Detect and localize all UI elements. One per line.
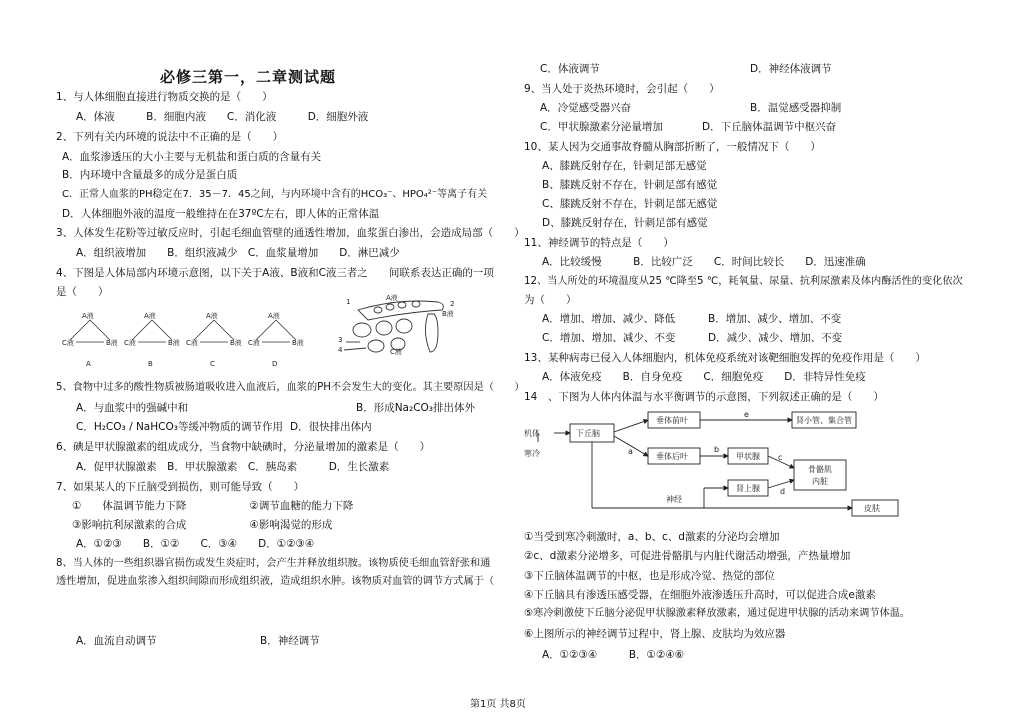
svg-text:垂体前叶: 垂体前叶 — [656, 416, 688, 425]
q12-option-b: B．增加、减少、增加、不变 — [708, 313, 842, 325]
q8-option-a: A．血流自动调节 — [76, 635, 157, 647]
svg-text:D: D — [272, 360, 278, 368]
q14-options: A．①②③④ B．①②④⑥ — [542, 649, 685, 661]
svg-text:B液: B液 — [106, 339, 118, 347]
q10-option-d: D、膝跳反射存在，针刺足部有感觉 — [542, 217, 708, 229]
svg-text:B液: B液 — [230, 339, 242, 347]
question-12: 12、当人所处的环境温度从25 ℃降至5 ℃，耗氧量、尿量、抗利尿激素及体内酶活性的变化依次 — [524, 276, 963, 287]
svg-text:C液: C液 — [390, 348, 402, 356]
question-11: 11、神经调节的特点是（ ） — [524, 237, 674, 249]
q10-option-c: C、膝跳反射不存在，针刺足部无感觉 — [542, 198, 718, 210]
q8-option-d: D．神经体液调节 — [750, 63, 832, 75]
q7-options: A．①②③ B．①② C．③④ D．①②③④ — [76, 538, 315, 550]
q3-options: A．组织液增加 B．组织液减少 C．血浆量增加 D．淋巴减少 — [76, 247, 400, 259]
q12-option-c: C．增加、增加、减少、不变 — [542, 332, 676, 344]
question-4: 4、下图是人体局部内环境示意图，以下关于A液、B液和C液三者之 间联系表达正确的一项 — [56, 267, 494, 279]
svg-text:A液: A液 — [206, 312, 218, 320]
svg-text:肾小管、集合管: 肾小管、集合管 — [796, 416, 852, 425]
q8-option-c: C．体液调节 — [540, 63, 600, 75]
svg-text:C液: C液 — [62, 339, 74, 347]
svg-text:B: B — [148, 360, 153, 368]
svg-text:1: 1 — [346, 298, 351, 306]
svg-text:A液: A液 — [386, 294, 398, 302]
question-6: 6、碘是甲状腺激素的组成成分，当食物中缺碘时，分泌量增加的激素是（ ） — [56, 441, 431, 453]
svg-text:C: C — [210, 360, 215, 368]
svg-text:e: e — [744, 410, 749, 419]
svg-text:皮肤: 皮肤 — [864, 504, 880, 513]
q12-option-a: A．增加、增加、减少、降低 — [542, 313, 676, 325]
svg-text:A液: A液 — [144, 312, 156, 320]
q2-option-b: B．内环境中含量最多的成分是蛋白质 — [62, 169, 238, 181]
svg-text:c: c — [778, 453, 783, 462]
page-footer: 第1页 共8页 — [470, 699, 526, 710]
svg-text:B液: B液 — [442, 310, 454, 318]
svg-text:C液: C液 — [186, 339, 198, 347]
q14-statement-6: ⑥上图所示的神经调节过程中，肾上腺、皮肤均为效应器 — [524, 628, 786, 640]
question-12-cont: 为（ ） — [524, 294, 577, 306]
question-14: 14 、下图为人体内体温与水平衡调节的示意图，下列叙述正确的是（ ） — [524, 391, 884, 403]
q5-option-a: A．与血浆中的强碱中和 — [76, 402, 189, 414]
q4-option-b-diagram — [124, 311, 180, 368]
svg-text:内脏: 内脏 — [812, 477, 828, 486]
q14-statement-1: ①当受到寒冷刺激时，a、b、c、d激素的分泌均会增加 — [524, 531, 780, 543]
q13-options: A．体液免疫 B．自身免疫 C．细胞免疫 D．非特异性免疫 — [542, 371, 866, 383]
svg-text:C液: C液 — [248, 339, 260, 347]
svg-text:b: b — [714, 445, 720, 454]
q9-option-c: C．甲状腺激素分泌量增加 — [540, 121, 663, 133]
q4-tissue-figure — [338, 292, 458, 360]
q4-option-c-diagram — [186, 311, 242, 368]
svg-text:垂体后叶: 垂体后叶 — [656, 452, 688, 461]
q4-option-a-diagram — [62, 311, 118, 368]
svg-text:神经: 神经 — [666, 495, 682, 504]
svg-text:机体: 机体 — [524, 429, 540, 438]
svg-text:a: a — [628, 447, 633, 456]
q2-option-a: A．血浆渗透压的大小主要与无机盐和蛋白质的含量有关 — [62, 151, 322, 163]
q6-options: A．促甲状腺激素 B．甲状腺激素 C．胰岛素 D．生长激素 — [76, 461, 390, 473]
svg-text:A液: A液 — [82, 312, 94, 320]
svg-text:3: 3 — [338, 336, 343, 344]
q14-statement-4: ④下丘脑具有渗透压感受器，在细胞外液渗透压升高时，可以促进合成e激素 — [524, 589, 876, 601]
q5-option-b: B．形成Na₂CO₃排出体外 — [356, 402, 476, 414]
question-13: 13、某种病毒已侵入人体细胞内，机体免疫系统对该靶细胞发挥的免疫作用是（ ） — [524, 352, 926, 364]
svg-text:A: A — [86, 360, 91, 368]
q7-items-2: ③影响抗利尿激素的合成 ④影响渴觉的形成 — [72, 519, 333, 531]
svg-text:A液: A液 — [268, 312, 280, 320]
q10-option-b: B、膝跳反射不存在，针刺足部有感觉 — [542, 179, 718, 191]
page-title: 必修三第一，二章测试题 — [160, 68, 337, 86]
svg-text:甲状腺: 甲状腺 — [736, 452, 760, 461]
q7-items-1: ① 体温调节能力下降 ②调节血糖的能力下降 — [72, 500, 354, 512]
question-8: 8、当人体的一些组织器官损伤或发生炎症时，会产生并释放组织胺。该物质使毛细血管舒张和通 — [56, 558, 491, 569]
question-10: 10、某人因为交通事故脊髓从胸部折断了，一般情况下（ ） — [524, 141, 821, 153]
q5-option-d: D．很快排出体内 — [290, 421, 372, 433]
svg-text:寒冷: 寒冷 — [524, 449, 540, 458]
q14-statement-2: ②c、d激素分泌增多，可促进骨骼肌与内脏代谢活动增强，产热量增加 — [524, 550, 851, 562]
svg-text:4: 4 — [338, 346, 343, 354]
question-2: 2、下列有关内环境的说法中不正确的是（ ） — [56, 131, 284, 143]
q9-option-b: B．温觉感受器抑制 — [750, 102, 842, 114]
q9-option-a: A．冷觉感受器兴奋 — [540, 102, 632, 114]
question-7: 7、如果某人的下丘脑受到损伤，则可能导致（ ） — [56, 481, 305, 493]
q8-option-b: B．神经调节 — [260, 635, 320, 647]
question-4-cont: 是（ ） — [56, 286, 109, 298]
q4-options-figure — [62, 310, 302, 372]
q2-option-c: C．正常人血浆的PH稳定在7．35－7．45之间，与内环境中含有的HCO₃⁻、HPO₄²⁻等离子有关 — [62, 189, 488, 200]
q5-option-c: C．H₂CO₃ / NaHCO₃等缓冲物质的调节作用 — [76, 421, 283, 433]
svg-text:B液: B液 — [168, 339, 180, 347]
q1-options: A．体液 B．细胞内液 C．消化液 D．细胞外液 — [76, 111, 369, 123]
q9-option-d: D．下丘脑体温调节中枢兴奋 — [702, 121, 837, 133]
svg-text:骨骼肌: 骨骼肌 — [808, 465, 832, 474]
svg-text:C液: C液 — [124, 339, 136, 347]
svg-text:下丘脑: 下丘脑 — [576, 429, 600, 438]
q10-option-a: A、膝跳反射存在，针刺足部无感觉 — [542, 160, 707, 172]
question-1: 1、与人体细胞直接进行物质交换的是（ ） — [56, 91, 273, 103]
q4-option-d-diagram — [248, 311, 304, 368]
q11-options: A．比较缓慢 B．比较广泛 C．时间比较长 D．迅速准确 — [542, 256, 866, 268]
question-8-cont: 透性增加，促进血浆渗入组织间隙而形成组织液，造成组织水肿。该物质对血管的调节方式属于（ — [56, 576, 495, 587]
svg-text:2: 2 — [450, 300, 455, 308]
question-5: 5、食物中过多的酸性物质被肠道吸收进入血液后，血浆的PH不会发生大的变化。其主要原因是（ ） — [56, 382, 525, 393]
q14-diagram — [524, 408, 960, 524]
q14-statement-5: ⑤寒冷刺激使下丘脑分泌促甲状腺激素释放激素，通过促进甲状腺的活动来调节体温。 — [524, 608, 911, 619]
q14-statement-3: ③下丘脑体温调节的中枢，也是形成冷觉、热觉的部位 — [524, 570, 775, 582]
q12-option-d: D．减少、减少、增加、不变 — [708, 332, 843, 344]
svg-text:肾上腺: 肾上腺 — [736, 484, 760, 493]
svg-text:B液: B液 — [292, 339, 304, 347]
svg-text:d: d — [780, 487, 786, 496]
q2-option-d: D．人体细胞外液的温度一般维持在在37ºC左右，即人体的正常体温 — [62, 208, 380, 220]
question-9: 9、当人处于炎热环境时，会引起（ ） — [524, 83, 720, 95]
question-3: 3、人体发生花粉等过敏反应时，引起毛细血管壁的通透性增加，血浆蛋白渗出，会造成局部（ ） — [56, 227, 525, 239]
